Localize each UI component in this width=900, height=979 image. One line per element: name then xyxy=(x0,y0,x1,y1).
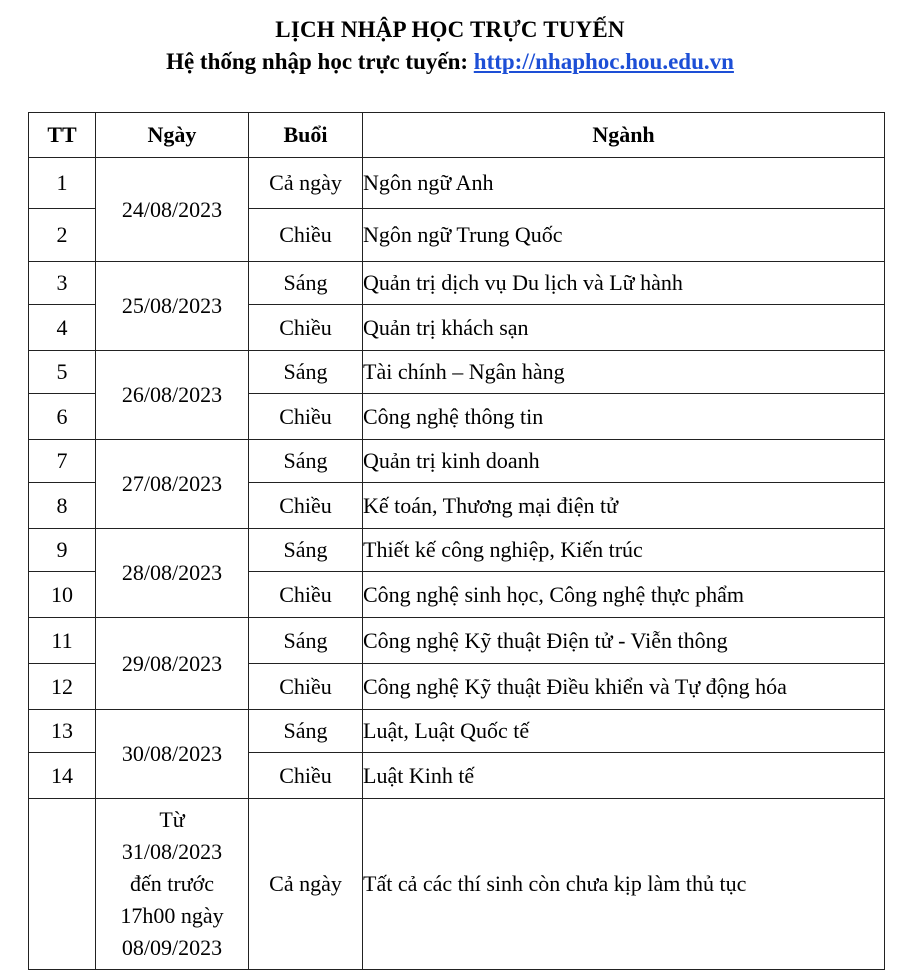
column-header-session: Buổi xyxy=(249,113,363,158)
cell-tt: 11 xyxy=(29,618,96,664)
cell-session: Sáng xyxy=(249,440,363,483)
cell-major: Tài chính – Ngân hàng xyxy=(363,351,885,394)
table-row xyxy=(29,529,885,572)
cell-session: Chiều xyxy=(249,664,363,710)
cell-tt: 2 xyxy=(29,209,96,262)
table-row-final xyxy=(29,799,885,970)
page-subtitle xyxy=(0,48,900,76)
cell-session: Chiều xyxy=(249,394,363,440)
cell-major: Luật, Luật Quốc tế xyxy=(363,710,885,753)
cell-session: Chiều xyxy=(249,209,363,262)
cell-major: Công nghệ Kỹ thuật Điều khiển và Tự động hóa xyxy=(363,664,885,710)
cell-tt: 9 xyxy=(29,529,96,572)
cell-session: Cả ngày xyxy=(249,799,363,970)
column-header-major: Ngành xyxy=(363,113,885,158)
cell-tt: 3 xyxy=(29,262,96,305)
table-row xyxy=(29,618,885,664)
cell-major: Kế toán, Thương mại điện tử xyxy=(363,483,885,529)
cell-session: Sáng xyxy=(249,351,363,394)
table-row xyxy=(29,158,885,209)
cell-session: Sáng xyxy=(249,529,363,572)
cell-major: Công nghệ Kỹ thuật Điện tử - Viễn thông xyxy=(363,618,885,664)
cell-day: 30/08/2023 xyxy=(96,710,249,799)
cell-tt: 4 xyxy=(29,305,96,351)
cell-major: Ngôn ngữ Anh xyxy=(363,158,885,209)
cell-major: Thiết kế công nghiệp, Kiến trúc xyxy=(363,529,885,572)
cell-major: Quản trị kinh doanh xyxy=(363,440,885,483)
cell-day: 29/08/2023 xyxy=(96,618,249,710)
cell-session: Chiều xyxy=(249,753,363,799)
cell-day: 27/08/2023 xyxy=(96,440,249,529)
cell-major: Quản trị khách sạn xyxy=(363,305,885,351)
cell-tt: 5 xyxy=(29,351,96,394)
cell-tt: 1 xyxy=(29,158,96,209)
column-header-tt: TT xyxy=(29,113,96,158)
day-range-line: 31/08/2023 xyxy=(121,839,223,864)
cell-major: Tất cả các thí sinh còn chưa kịp làm thủ tục xyxy=(363,799,885,970)
cell-major: Công nghệ thông tin xyxy=(363,394,885,440)
cell-tt xyxy=(29,799,96,970)
cell-tt: 6 xyxy=(29,394,96,440)
day-range-line: 08/09/2023 xyxy=(121,935,223,960)
column-header-day: Ngày xyxy=(96,113,249,158)
cell-session: Cả ngày xyxy=(249,158,363,209)
table-header-row xyxy=(29,113,885,158)
cell-tt: 8 xyxy=(29,483,96,529)
cell-major: Công nghệ sinh học, Công nghệ thực phẩm xyxy=(363,572,885,618)
enrollment-schedule-table xyxy=(28,112,885,970)
table-row xyxy=(29,440,885,483)
cell-session: Sáng xyxy=(249,618,363,664)
cell-session: Sáng xyxy=(249,262,363,305)
cell-day: 25/08/2023 xyxy=(96,262,249,351)
table-row xyxy=(29,710,885,753)
cell-session: Sáng xyxy=(249,710,363,753)
cell-tt: 14 xyxy=(29,753,96,799)
cell-session: Chiều xyxy=(249,305,363,351)
cell-day: 28/08/2023 xyxy=(96,529,249,618)
cell-day-range xyxy=(96,799,249,970)
cell-session: Chiều xyxy=(249,483,363,529)
cell-major: Luật Kinh tế xyxy=(363,753,885,799)
cell-tt: 13 xyxy=(29,710,96,753)
cell-major: Ngôn ngữ Trung Quốc xyxy=(363,209,885,262)
enrollment-system-link[interactable]: http://nhaphoc.hou.edu.vn xyxy=(473,49,734,74)
cell-day: 24/08/2023 xyxy=(96,158,249,262)
table-row xyxy=(29,351,885,394)
day-range-line: đến trước xyxy=(129,871,215,896)
day-range-line: Từ xyxy=(159,807,185,832)
cell-session: Chiều xyxy=(249,572,363,618)
day-range-line: 17h00 ngày xyxy=(120,903,224,928)
cell-major: Quản trị dịch vụ Du lịch và Lữ hành xyxy=(363,262,885,305)
page-title: LỊCH NHẬP HỌC TRỰC TUYẾN xyxy=(275,17,625,42)
subtitle-label: Hệ thống nhập học trực tuyến: xyxy=(166,49,474,74)
cell-day: 26/08/2023 xyxy=(96,351,249,440)
cell-tt: 7 xyxy=(29,440,96,483)
table-row xyxy=(29,262,885,305)
cell-tt: 10 xyxy=(29,572,96,618)
cell-tt: 12 xyxy=(29,664,96,710)
